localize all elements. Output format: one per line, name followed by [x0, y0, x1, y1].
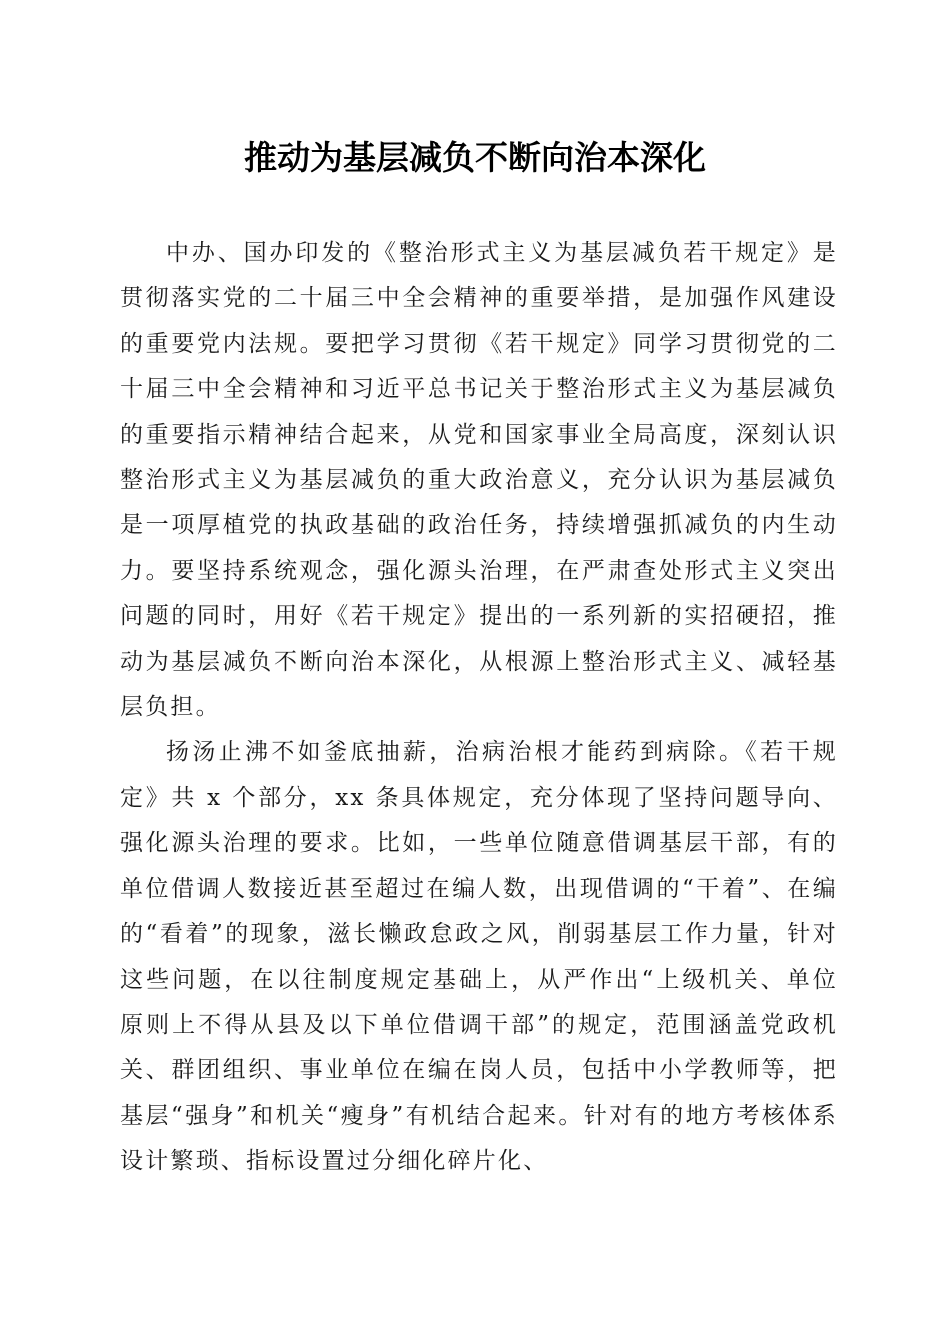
document-title: 推动为基层减负不断向治本深化	[244, 138, 706, 177]
paragraph-2: 扬汤止沸不如釜底抽薪，治病治根才能药到病除。《若干规定》共 x 个部分，xx 条具体规定，充分体现了坚持问题导向、强化源头治理的要求。比如，一些单位随意借调基层干部，有的单位借调人数接近甚至超过在编人数，出现借调的“干着”、在编的“看着”的现象，滋长懒政怠政之风，削弱基层工作力量，针对这些问题，在以往制度规定基础上，从严作出“上级机关、单位原则上不得从县及以下单位借调干部”的规定，范围涵盖党政机关、群团组织、事业单位在编在岗人员，包括中小学教师等，把基层“强身”和机关“瘦身”有机结合起来。针对有的地方考核体系设计繁琐、指标设置过分细化碎片化、	[120, 739, 838, 1175]
document-body	[120, 231, 838, 1185]
paragraph-1: 中办、国办印发的《整治形式主义为基层减负若干规定》是贯彻落实党的二十届三中全会精神的重要举措，是加强作风建设的重要党内法规。要把学习贯彻《若干规定》同学习贯彻党的二十届三中全会精神和习近平总书记关于整治形式主义为基层减负的重要指示精神结合起来，从党和国家事业全局高度，深刻认识整治形式主义为基层减负的重大政治意义，充分认识为基层减负是一项厚植党的执政基础的政治任务，持续增强抓减负的内生动力。要坚持系统观念，强化源头治理，在严肃查处形式主义突出问题的同时，用好《若干规定》提出的一系列新的实招硬招，推动为基层减负不断向治本深化，从根源上整治形式主义、减轻基层负担。	[120, 240, 838, 721]
